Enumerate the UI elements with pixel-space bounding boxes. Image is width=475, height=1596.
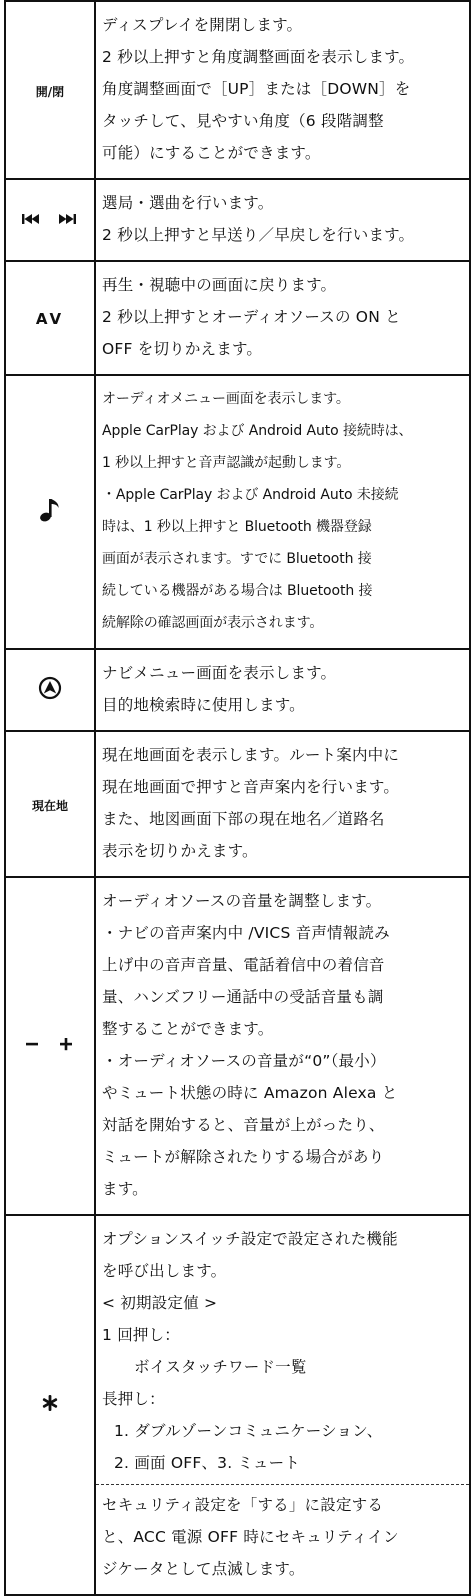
description-line: 1 秒以上押すと音声認識が起動します。	[102, 455, 351, 471]
description-line: 現在地画面を表示します。ルート案内中に	[102, 746, 400, 764]
description-cell	[95, 375, 470, 649]
table-row	[5, 261, 470, 375]
description-line: 続している機器がある場合は Bluetooth 接	[102, 583, 373, 599]
open-close-key-label: 開/閉	[35, 84, 65, 99]
description-line: 時は、1 秒以上押すと Bluetooth 機器登録	[102, 519, 372, 535]
description-line: やミュート状態の時に Amazon Alexa と	[102, 1084, 398, 1102]
button-function-table	[4, 0, 471, 1596]
description-cell	[95, 877, 470, 1215]
description-line: 上げ中の音声音量、電話着信中の着信音	[102, 956, 385, 974]
dashed-divider	[96, 1484, 469, 1485]
description-line: ・オーディオソースの音量が“0”（最小）	[102, 1052, 386, 1070]
description-line: を呼び出します。	[102, 1262, 227, 1280]
description-line: ・ナビの音声案内中 /VICS 音声情報読み	[102, 924, 390, 942]
description-line: 目的地検索時に使用します。	[102, 696, 305, 714]
description-line: ・Apple CarPlay および Android Auto 未接続	[102, 487, 399, 503]
description-line: ディスプレイを開閉します。	[102, 16, 303, 34]
description-line: 2 秒以上押すと早送り／早戻しを行います。	[102, 226, 415, 244]
current-location-key-label: 現在地	[31, 798, 68, 813]
description-line: 1 回押し：	[102, 1326, 180, 1344]
table-row	[5, 731, 470, 877]
description-line: 再生・視聴中の画面に戻ります。	[102, 276, 337, 294]
av-key-label: AV	[35, 309, 65, 328]
description-line: 画面が表示されます。すでに Bluetooth 接	[102, 551, 372, 567]
description-line: オーディオメニュー画面を表示します。	[102, 391, 350, 407]
description-line: 現在地画面で押すと音声案内を行います。	[102, 778, 400, 796]
description-line: 2. 画面 OFF、3. ミュート	[114, 1454, 300, 1472]
description-line: 2 秒以上押すとオーディオソースの ON と	[102, 308, 401, 326]
key-cell	[5, 261, 95, 375]
key-cell	[5, 1, 95, 179]
description-line: ナビメニュー画面を表示します。	[102, 664, 337, 682]
description-line: 選局・選曲を行います。	[102, 194, 274, 212]
description-cell	[95, 731, 470, 877]
description-line: ボイスタッチワード一覧	[134, 1358, 307, 1376]
description-line: < 初期設定値 >	[102, 1294, 218, 1312]
description-line: 量、ハンズフリー通話中の受話音量も調	[102, 988, 384, 1006]
volume-minus-plus-icon	[24, 1037, 76, 1056]
description-line: セキュリティ設定を「する」に設定する	[102, 1496, 384, 1514]
description-cell	[95, 179, 470, 261]
description-line: ます。	[102, 1180, 148, 1198]
description-line: オプションスイッチ設定で設定された機能	[102, 1230, 398, 1248]
description-line: ジケータとして点滅します。	[102, 1560, 305, 1578]
description-line: 対話を開始すると、音量が上がったり、	[102, 1116, 385, 1134]
description-cell	[95, 261, 470, 375]
description-line: 表示を切りかえます。	[102, 842, 258, 860]
description-line: 可能）にすることができます。	[102, 144, 321, 162]
description-line: と、ACC 電源 OFF 時にセキュリティイン	[102, 1528, 399, 1546]
description-cell	[95, 1215, 470, 1595]
description-line: ミュートが解除されたりする場合があり	[102, 1148, 385, 1166]
prev-next-track-icon	[21, 211, 79, 230]
table-row	[5, 877, 470, 1215]
music-note-icon	[39, 508, 61, 527]
description-line: 1. ダブルゾーンコミュニケーション、	[114, 1422, 383, 1440]
description-line: 角度調整画面で［UP］または［DOWN］を	[102, 80, 411, 98]
option-star-icon	[41, 1397, 59, 1416]
description-line: オーディオソースの音量を調整します。	[102, 892, 382, 910]
description-line: 整することができます。	[102, 1020, 274, 1038]
key-cell	[5, 649, 95, 731]
table-row	[5, 649, 470, 731]
table-row	[5, 1, 470, 179]
navi-arrow-circle-icon	[38, 685, 62, 704]
table-row	[5, 1215, 470, 1595]
description-line: 続解除の確認画面が表示されます。	[102, 615, 324, 631]
description-line: 2 秒以上押すと角度調整画面を表示します。	[102, 48, 415, 66]
key-cell	[5, 375, 95, 649]
description-line: Apple CarPlay および Android Auto 接続時は、	[102, 423, 413, 439]
description-cell	[95, 649, 470, 731]
description-line: タッチして、見やすい角度（6 段階調整	[102, 112, 384, 130]
table-row	[5, 179, 470, 261]
description-line: 長押し：	[102, 1390, 165, 1408]
description-cell	[95, 1, 470, 179]
description-line: また、地図画面下部の現在地名／道路名	[102, 810, 385, 828]
key-cell	[5, 731, 95, 877]
description-line: OFF を切りかえます。	[102, 340, 263, 358]
key-cell	[5, 1215, 95, 1595]
key-cell	[5, 179, 95, 261]
key-cell	[5, 877, 95, 1215]
table-row	[5, 375, 470, 649]
